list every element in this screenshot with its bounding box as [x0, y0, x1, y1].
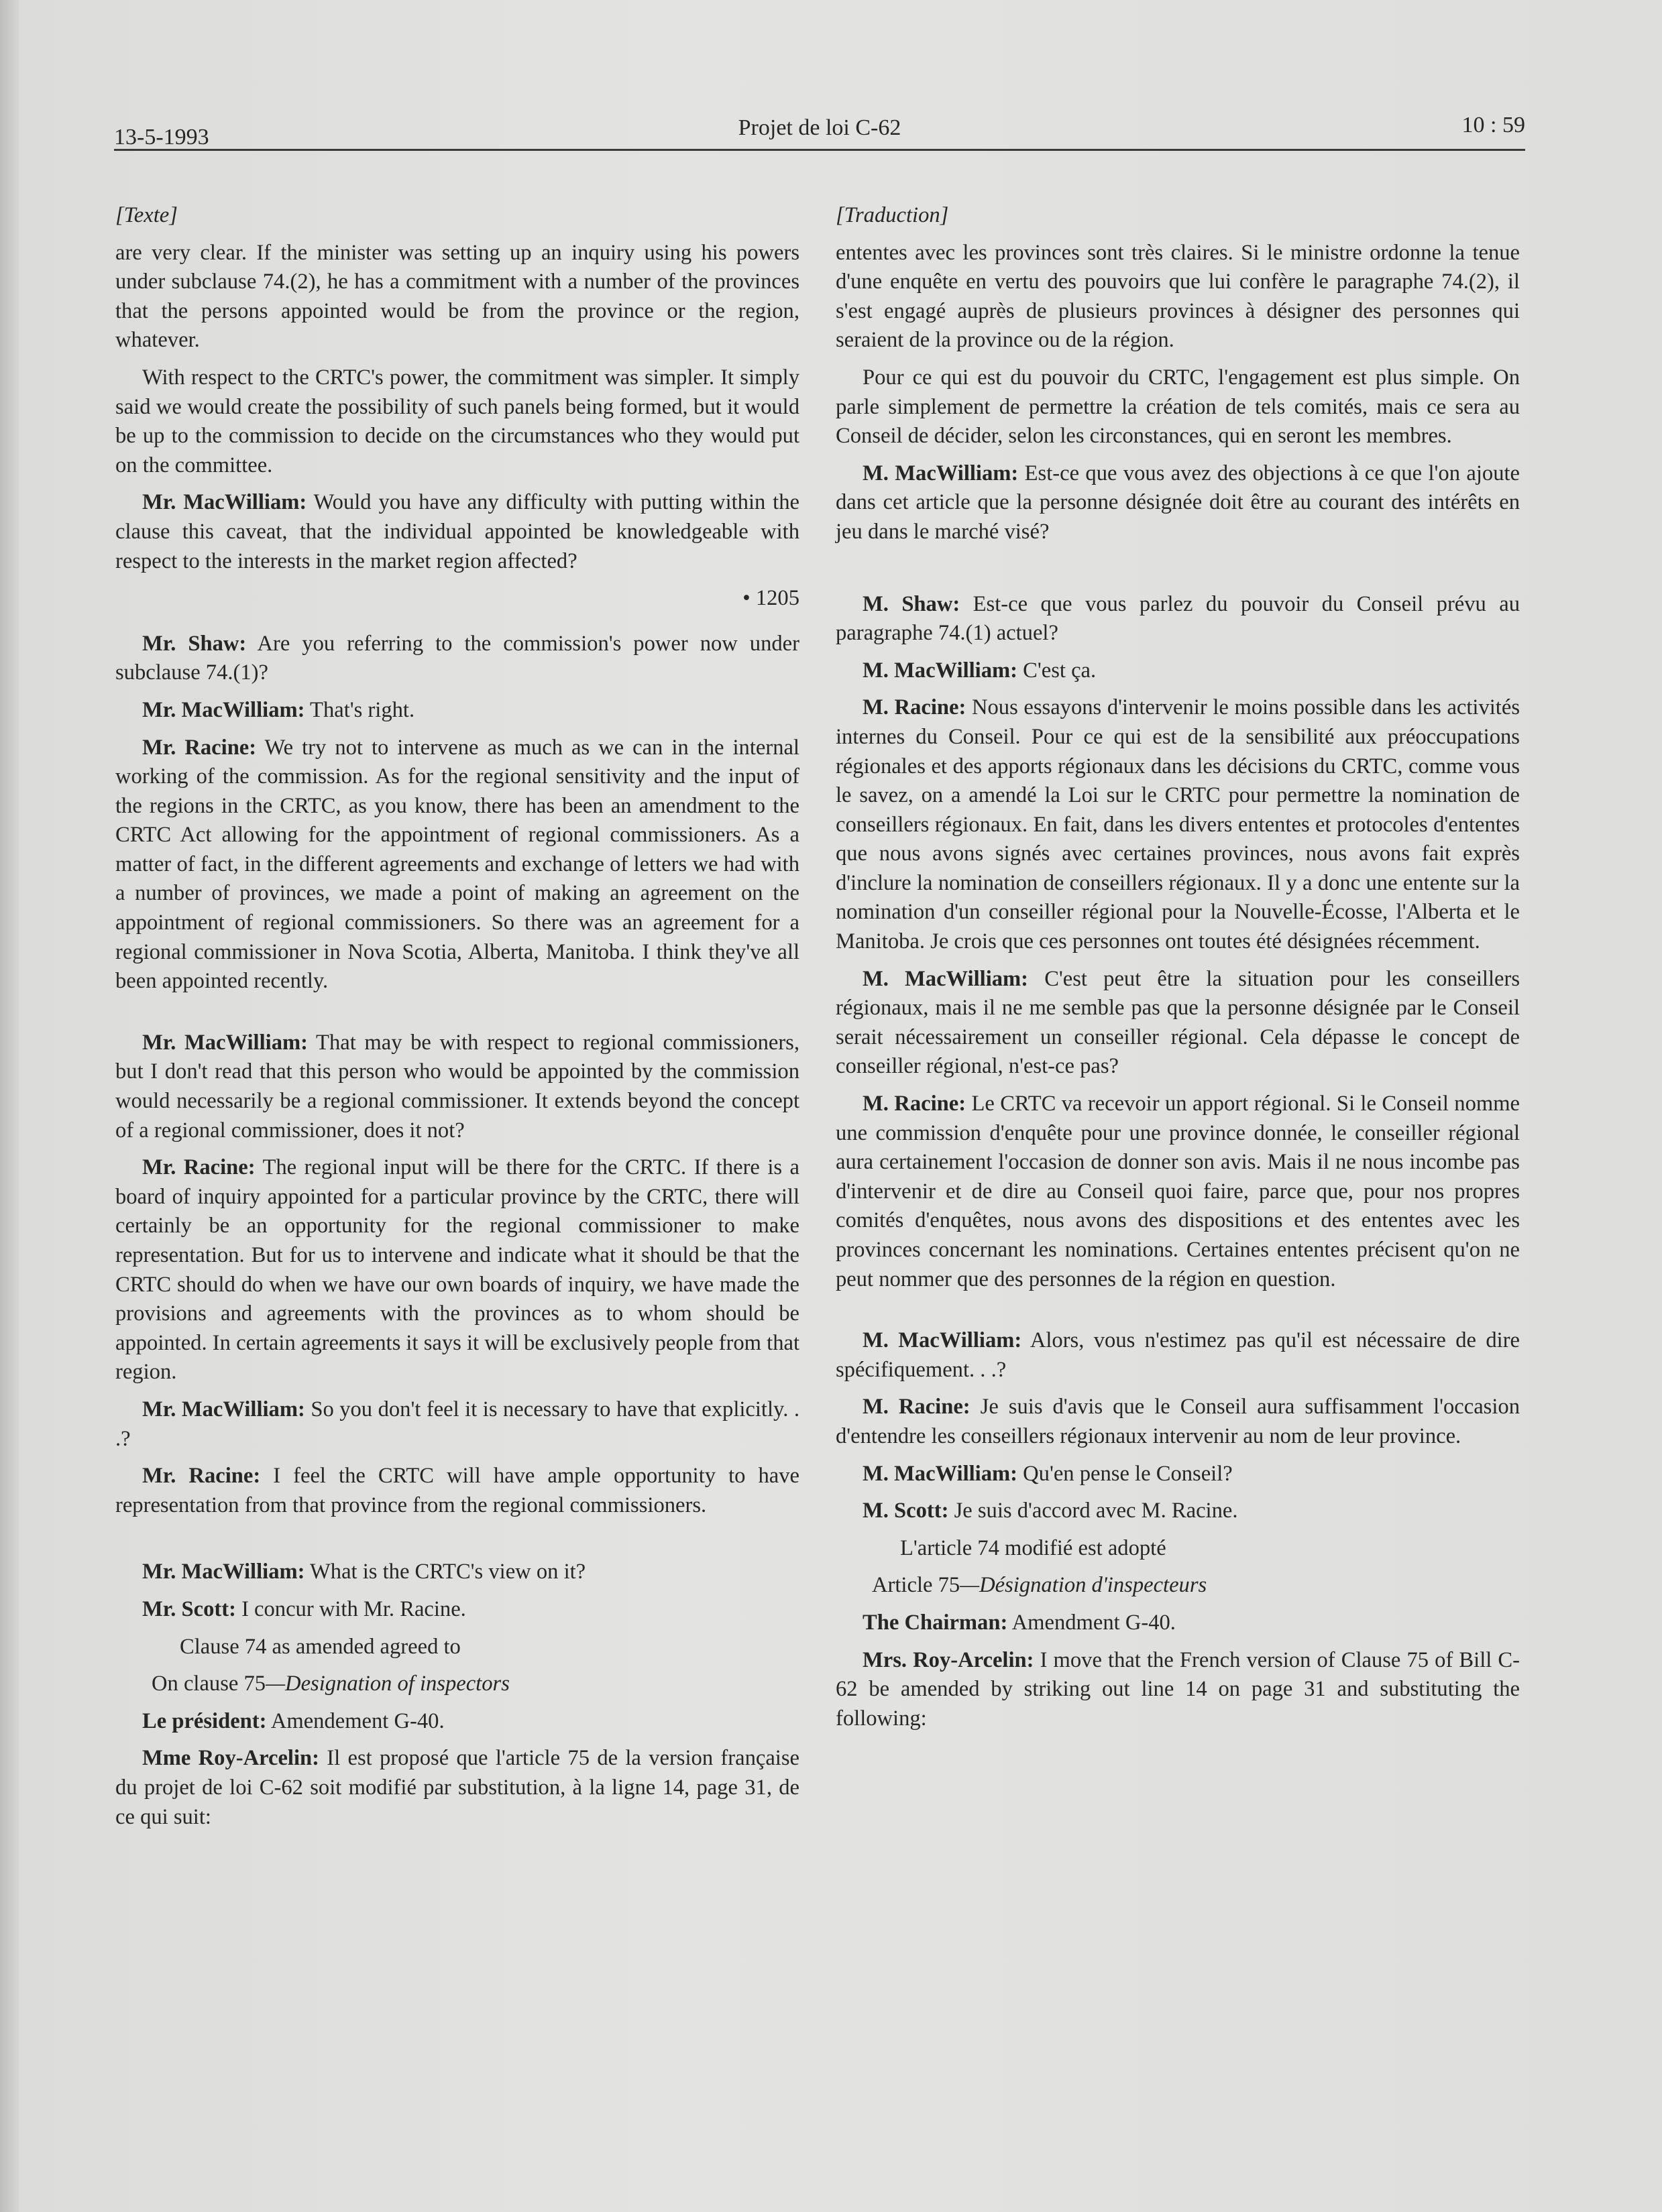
speaker-name: Mr. MacWilliam:: [142, 697, 305, 722]
speech-text: So you don't feel it is necessary to have that explicitly. . .?: [115, 1397, 799, 1451]
french-column: [836, 201, 1520, 1741]
procedural-note: Clause 74 as amended agreed to: [180, 1634, 461, 1659]
speech-text: Are you referring to the commission's power now under subclause 74.(1)?: [115, 631, 799, 685]
speaker-paragraph: [115, 696, 799, 725]
speaker-name: M. MacWilliam:: [863, 658, 1018, 683]
speech-text: C'est ça.: [1017, 658, 1097, 683]
speaker-paragraph: [115, 1462, 799, 1520]
clause-number: On clause 75: [152, 1672, 266, 1696]
speaker-paragraph: [836, 590, 1520, 648]
paragraph: ententes avec les provinces sont très claires. Si le ministre ordonne la tenue d'une enquête en vertu des pouvoirs que lui confère le paragraphe 74.(2), il s'est engagé auprès de plusieurs provinces à désigner des personnes qui seraient de la province ou de la région.: [836, 240, 1520, 353]
speaker-paragraph: [115, 1029, 799, 1145]
speaker-name: M. MacWilliam:: [863, 1461, 1018, 1486]
speech-text: That's right.: [304, 697, 415, 722]
header-date: 13-5-1993: [114, 125, 209, 150]
speaker-paragraph: [836, 459, 1520, 547]
spacer: [115, 1528, 799, 1558]
speaker-paragraph: [836, 1460, 1520, 1489]
time-marker: • 1205: [742, 586, 799, 611]
spacer: [836, 555, 1520, 590]
speaker-paragraph: [115, 734, 799, 996]
speaker-name: Mr. Racine:: [142, 1464, 261, 1489]
speech-text: That may be with respect to regional commissioners, but I don't read that this person who would be appointed by the commission would necessarily be a regional commissioner. It extends beyond the concept of a regional commissioner, does it not?: [115, 1030, 799, 1143]
speaker-name: Mr. Shaw:: [142, 631, 247, 656]
paragraph: With respect to the CRTC's power, the commitment was simpler. It simply said we would create the possibility of such panels being formed, but it would be up to the commission to decide on the circumstances who they would put on the committee.: [115, 365, 799, 477]
speaker-paragraph: [115, 1153, 799, 1387]
speaker-paragraph: [115, 1395, 799, 1454]
page-header: [114, 109, 1525, 151]
speaker-paragraph: [115, 1744, 799, 1832]
header-page-number: 10 : 59: [1461, 113, 1525, 137]
speaker-paragraph: [836, 1497, 1520, 1526]
paragraph: are very clear. If the minister was setting up an inquiry using his powers under subclause 74.(2), he has a commitment with a number of the provinces that the persons appointed would be from the province or the region, whatever.: [115, 240, 799, 353]
procedural-note: L'article 74 modifié est adopté: [900, 1535, 1166, 1560]
speaker-name: Mr. MacWilliam:: [142, 1397, 305, 1421]
paragraph: Pour ce qui est du pouvoir du CRTC, l'engagement est plus simple. On parle simplement de permettre la création de tels comités, mais ce sera au Conseil de décider, selon les circonstances, qui en seront les membres.: [836, 365, 1520, 449]
speech-text: Je suis d'avis que le Conseil aura suffisamment l'occasion d'entendre les conseillers régionaux intervenir au nom de leur province.: [836, 1395, 1520, 1448]
speaker-name: M. Scott:: [863, 1499, 949, 1523]
speech-text: Est-ce que vous avez des objections à ce que l'on ajoute dans cet article que la personne désignée doit être au courant des intérêts en jeu dans le marché visé?: [836, 461, 1520, 544]
speaker-paragraph: [115, 1707, 799, 1737]
speaker-paragraph: [836, 1326, 1520, 1385]
speech-text: C'est peut être la situation pour les conseillers régionaux, mais il ne me semble pas que la personne désignée par le Conseil serait nécessairement un conseiller régional. Cela dépasse le concept de conseiller régional, n'est-ce pas?: [836, 966, 1520, 1079]
clause-title: —Designation of inspectors: [266, 1672, 510, 1696]
speech-text: Il est proposé que l'article 75 de la version française du projet de loi C-62 soit modifié par substitution, à la ligne 14, page 31, de ce qui suit:: [115, 1746, 799, 1829]
speech-text: Le CRTC va recevoir un apport régional. Si le Conseil nomme une commission d'enquête pour une province donnée, le conseiller régional aura certainement l'occasion de donner son avis. Mais il ne nous incombe pas d'intervenir et de dire au Conseil quoi faire, parce que, pour nos propres comités d'enquêtes, nous avons des dispositions et des ententes avec les provinces concernant les nominations. Certaines ententes précisent qu'on ne peut nommer que des personnes de la région en question.: [836, 1092, 1520, 1291]
speech-text: Nous essayons d'intervenir le moins possible dans les activités internes du Conseil. Pour ce qui est de la sensibilité aux préoccupations régionales et des apports régionaux dans les décisions du CRTC, comme vous le savez, on a amendé la Loi sur le CRTC pour permettre la nomination de conseillers régionaux. En fait, dans les divers ententes et protocoles d'ententes que nous avons signés avec certaines provinces, nous avons fait exprès d'inclure la nomination de conseillers régionaux. Il y a donc une entente sur la nomination d'un conseiller régional pour la Nouvelle-Écosse, l'Alberta et le Manitoba. Je crois que ces personnes ont toutes été désignées récemment.: [836, 695, 1520, 954]
speaker-paragraph: [115, 630, 799, 688]
speech-text: Qu'en pense le Conseil?: [1017, 1461, 1233, 1486]
spacer: [115, 1004, 799, 1029]
speaker-name: Mr. Racine:: [142, 735, 257, 760]
speaker-name: M. Shaw:: [863, 591, 960, 616]
speaker-name: M. MacWilliam:: [863, 966, 1029, 991]
english-column: [115, 201, 799, 1840]
speaker-paragraph: [836, 1609, 1520, 1638]
speaker-name: Mrs. Roy-Arcelin:: [863, 1647, 1034, 1672]
speaker-name: Le président:: [142, 1708, 267, 1733]
speaker-name: The Chairman:: [863, 1610, 1008, 1635]
speaker-name: Mr. Scott:: [142, 1596, 236, 1621]
speaker-name: M. Racine:: [863, 695, 966, 720]
speaker-paragraph: [836, 1090, 1520, 1294]
clause-heading: [836, 1571, 1520, 1600]
speech-text: Je suis d'accord avec M. Racine.: [948, 1499, 1238, 1523]
spacer: [836, 1302, 1520, 1326]
speaker-name: Mr. Racine:: [142, 1155, 256, 1180]
speech-text: Alors, vous n'estimez pas qu'il est nécessaire de dire spécifiquement. . .?: [836, 1328, 1520, 1382]
speaker-name: M. Racine:: [863, 1092, 966, 1116]
speaker-paragraph: [836, 693, 1520, 956]
speaker-name: Mme Roy-Arcelin:: [142, 1746, 319, 1771]
header-title: Projet de loi C-62: [738, 115, 901, 140]
speech-text: Amendement G-40.: [266, 1708, 445, 1733]
speaker-name: M. MacWilliam:: [863, 1328, 1022, 1353]
speaker-name: M. Racine:: [863, 1395, 971, 1419]
speech-text: Would you have any difficulty with putting within the clause this caveat, that the individual appointed be knowledgeable with respect to the interests in the market region affected?: [115, 490, 799, 573]
speech-text: I concur with Mr. Racine.: [235, 1596, 466, 1621]
speaker-paragraph: [115, 488, 799, 576]
speaker-paragraph: [836, 1646, 1520, 1734]
speech-text: The regional input will be there for the CRTC. If there is a board of inquiry appointed for a particular province by the CRTC, there will certainly be an opportunity for the regional commissioner to make representation. But for us to intervene and indicate what it should be that the CRTC should do when we have our own boards of inquiry, we have made the provisions and agreements with the provinces as to whom should be appointed. In certain agreements it says it will be exclusively people from that region.: [115, 1155, 799, 1385]
speaker-name: M. MacWilliam:: [863, 461, 1019, 485]
page-edge-shadow: [0, 0, 19, 2212]
speech-text: Amendment G-40.: [1007, 1610, 1176, 1635]
speech-text: What is the CRTC's view on it?: [304, 1560, 586, 1584]
speaker-paragraph: [836, 965, 1520, 1082]
speech-text: I feel the CRTC will have ample opportunity to have representation from that province from the regional commissioners.: [115, 1464, 800, 1517]
speaker-paragraph: [115, 1595, 799, 1625]
column-label: [Texte]: [115, 203, 178, 227]
clause-title: —Désignation d'inspecteurs: [960, 1573, 1207, 1598]
speaker-paragraph: [115, 1558, 799, 1587]
speech-text: We try not to intervene as much as we can in the internal working of the commission. As for the regional sensitivity and the input of the regions in the CRTC, as you know, there has been an amendment to the CRTC Act allowing for the appointment of regional commissioners. As a matter of fact, in the different agreements and exchange of letters we had with a number of provinces, we made a point of making an agreement on the appointment of regional commissioners. So there was an agreement for a regional commissioner in Nova Scotia, Alberta, Manitoba. I think they've all been appointed recently.: [115, 735, 799, 994]
speaker-paragraph: [836, 1393, 1520, 1451]
speech-text: I move that the French version of Clause 75 of Bill C-62 be amended by striking out line 14 on page 31 and substituting the following:: [836, 1647, 1520, 1731]
clause-heading: [115, 1670, 799, 1699]
clause-number: Article 75: [872, 1573, 960, 1598]
speaker-name: Mr. MacWilliam:: [142, 1560, 305, 1584]
speaker-name: Mr. MacWilliam:: [142, 490, 307, 515]
column-label: [Traduction]: [836, 203, 949, 227]
speech-text: Est-ce que vous parlez du pouvoir du Conseil prévu au paragraphe 74.(1) actuel?: [836, 591, 1520, 646]
speaker-paragraph: [836, 656, 1520, 686]
speaker-name: Mr. MacWilliam:: [142, 1030, 308, 1055]
